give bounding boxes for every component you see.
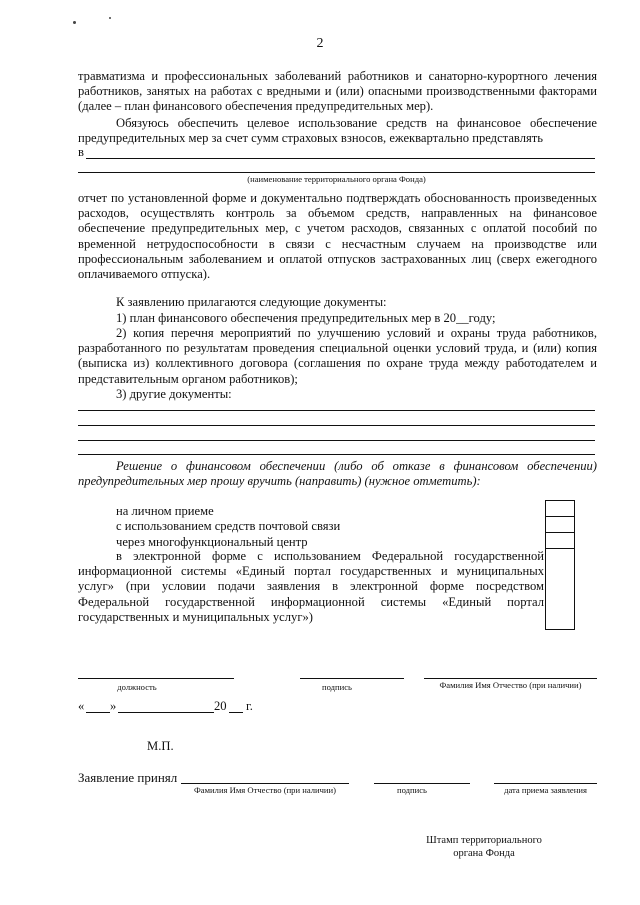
- delivery-checkbox-group: [545, 500, 575, 630]
- checkbox-mfc[interactable]: [546, 533, 574, 549]
- docs-item-1: 1) план финансового обеспечения предупредительных мер в 20__году;: [116, 311, 496, 325]
- date-open-quote: «: [78, 699, 85, 713]
- date-g: г.: [246, 699, 253, 713]
- accepted-date-line[interactable]: [494, 783, 597, 784]
- checkbox-in-person[interactable]: [546, 501, 574, 517]
- date-month-line[interactable]: [118, 712, 214, 713]
- option-electronic: в электронной форме с использованием Федеральной государственной информационной системы «Единый портал государственных и муниципальных услуг» (при условии подачи заявления в электронной форме посредством Федеральной государственной информационной системы «Единый портал государственных и муниципальных услуг»): [78, 549, 544, 624]
- stamp-line-2: органа Фонда: [453, 848, 515, 859]
- accepted-date-caption: дата приема заявления: [504, 785, 587, 795]
- date-year-prefix: 20: [214, 699, 227, 713]
- accepted-name-caption: Фамилия Имя Отчество (при наличии): [194, 785, 336, 795]
- stamp-line-1: Штамп территориального: [426, 835, 542, 846]
- option-post: с использованием средств почтовой связи: [116, 519, 341, 533]
- checkbox-post[interactable]: [546, 517, 574, 533]
- other-docs-line-3[interactable]: [78, 440, 595, 441]
- fund-name-line-2[interactable]: [78, 172, 595, 173]
- docs-item-3: 3) другие документы:: [116, 387, 232, 401]
- scan-mark: [73, 21, 76, 24]
- date-year-line[interactable]: [229, 712, 243, 713]
- other-docs-line-1[interactable]: [78, 410, 595, 411]
- sign-caption: подпись: [322, 682, 352, 692]
- position-line[interactable]: [78, 678, 234, 679]
- accepted-sign-line[interactable]: [374, 783, 470, 784]
- obligation-paragraph: Обязуюсь обеспечить целевое использование средств на финансовое обеспечение предупредительных мер за счет сумм страховых взносов, ежеквартально представлять: [78, 116, 597, 146]
- position-caption: должность: [117, 682, 157, 692]
- intro-paragraph: травматизма и профессиональных заболеваний работников и санаторно-курортного лечения работников, занятых на работах с вредными и (или) опасными производственными факторами (далее – план финансового обеспечения предупредительных мер).: [78, 69, 597, 114]
- date-close-quote: »: [110, 699, 117, 713]
- fund-caption: (наименование территориального органа Фонда): [247, 174, 426, 184]
- full-name-caption: Фамилия Имя Отчество (при наличии): [439, 680, 582, 690]
- sign-line[interactable]: [300, 678, 404, 679]
- docs-item-2: 2) копия перечня мероприятий по улучшению условий и охраны труда работников, разработанного по результатам проведения специальной оценки условий труда, и (или) копия (выписка из) коллективного договора (соглашения по охране труда между работодателем и представительным органом работников);: [78, 326, 597, 386]
- accepted-sign-caption: подпись: [397, 785, 427, 795]
- fund-name-line[interactable]: [86, 158, 595, 159]
- mp-label: М.П.: [147, 739, 174, 753]
- full-name-line[interactable]: [424, 678, 597, 679]
- date-day-line[interactable]: [86, 712, 110, 713]
- obligation-v: в: [78, 145, 84, 159]
- accepted-label: Заявление принял: [78, 770, 178, 785]
- decision-paragraph: Решение о финансовом обеспечении (либо об отказе в финансовом обеспечении) предупредительных мер прошу вручить (направить) (нужное отметить):: [78, 459, 597, 489]
- scan-mark: [109, 17, 111, 19]
- stamp-caption: [420, 834, 548, 860]
- checkbox-electronic[interactable]: [546, 549, 574, 629]
- report-paragraph: отчет по установленной форме и документально подтверждать обоснованность произведенных расходов, осуществлять контроль за объемом средств, направленных на финансовое обеспечение предупредительных мер, с учетом расходов, связанных с оплатой пособий по временной нетрудоспособности в связи с несчастным случаем на производстве или профессиональным заболеванием и оплатой отпусков застрахованных лиц (сверх ежегодного оплачиваемого отпуска).: [78, 191, 597, 282]
- docs-heading: К заявлению прилагаются следующие документы:: [116, 295, 387, 309]
- accepted-name-line[interactable]: [181, 783, 349, 784]
- other-docs-line-4[interactable]: [78, 454, 595, 455]
- other-docs-line-2[interactable]: [78, 425, 595, 426]
- page-number: 2: [316, 36, 324, 51]
- option-in-person: на личном приеме: [116, 504, 214, 518]
- option-mfc: через многофункциональный центр: [116, 535, 308, 549]
